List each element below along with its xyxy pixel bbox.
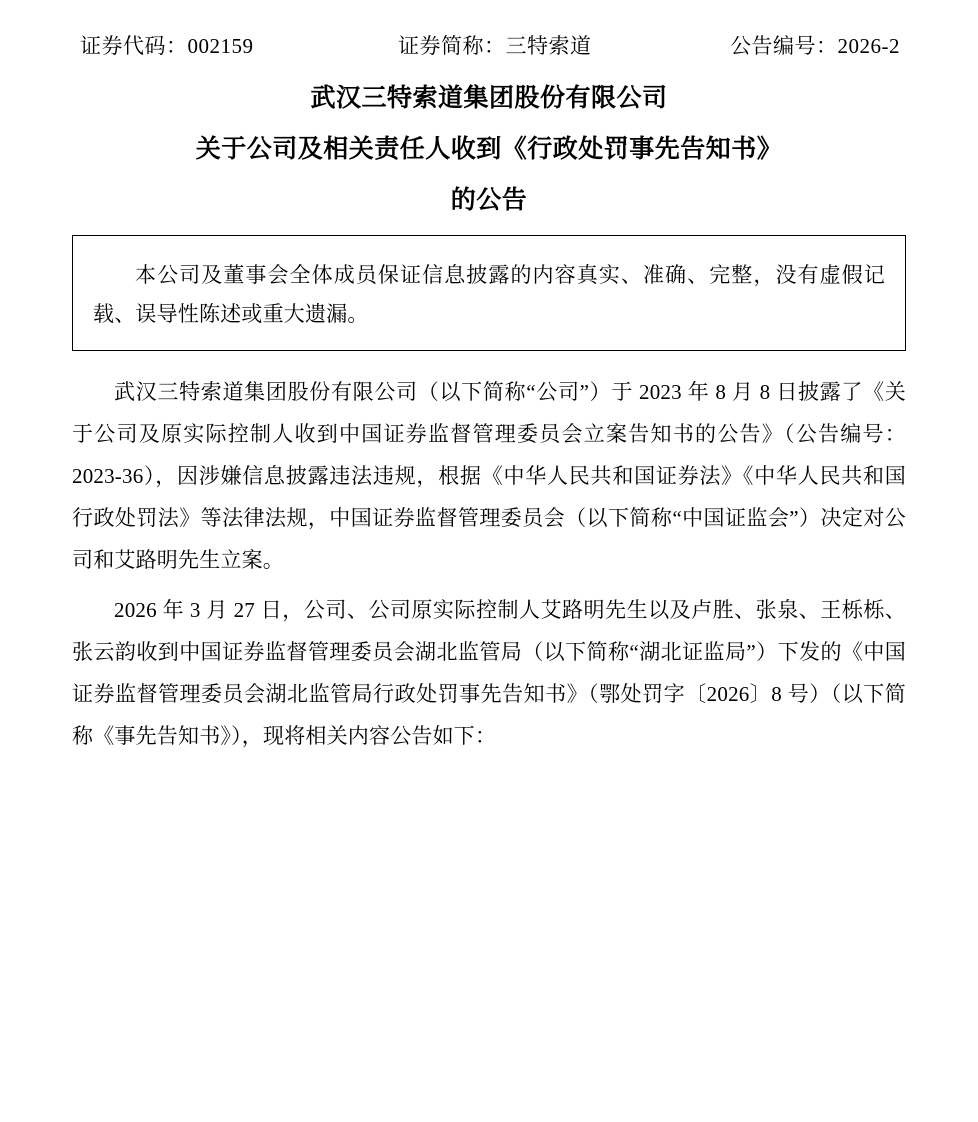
stock-name: 证券简称：三特索道 (398, 34, 592, 58)
title-line-suffix: 的公告 (450, 187, 528, 214)
document-body (72, 371, 906, 757)
document-title (72, 86, 906, 213)
disclosure-statement-text: 本公司及董事会全体成员保证信息披露的内容真实、准确、完整，没有虚假记载、误导性陈述或重大遗漏。 (93, 263, 885, 326)
title-line-subject: 关于公司及相关责任人收到《行政处罚事先告知书》 (195, 136, 783, 163)
body-paragraph-2: 2026 年 3 月 27 日，公司、公司原实际控制人艾路明先生以及卢胜、张泉、王栎栎、张云韵收到中国证券监督管理委员会湖北监管局（以下简称“湖北证监局”）下发的《中国证券监督管理委员会湖北监管局行政处罚事先告知书》（鄂处罚字〔2026〕8 号）（以下简称《事先告知书》），现将相关内容公告如下： (72, 597, 906, 748)
title-line-company: 武汉三特索道集团股份有限公司 (310, 85, 668, 112)
disclosure-statement-box (72, 235, 906, 351)
document-header (72, 30, 906, 60)
announcement-number: 公告编号：2026-2 (730, 34, 900, 58)
body-paragraph-1: 武汉三特索道集团股份有限公司（以下简称“公司”）于 2023 年 8 月 8 日披露了《关于公司及原实际控制人收到中国证券监督管理委员会立案告知书的公告》（公告编号：2023-36），因涉嫌信息披露违法违规，根据《中华人民共和国证券法》《中华人民共和国行政处罚法》等法律法规，中国证券监督管理委员会（以下简称“中国证监会”）决定对公司和艾路明先生立案。 (72, 379, 906, 572)
stock-code: 证券代码：002159 (80, 34, 254, 58)
